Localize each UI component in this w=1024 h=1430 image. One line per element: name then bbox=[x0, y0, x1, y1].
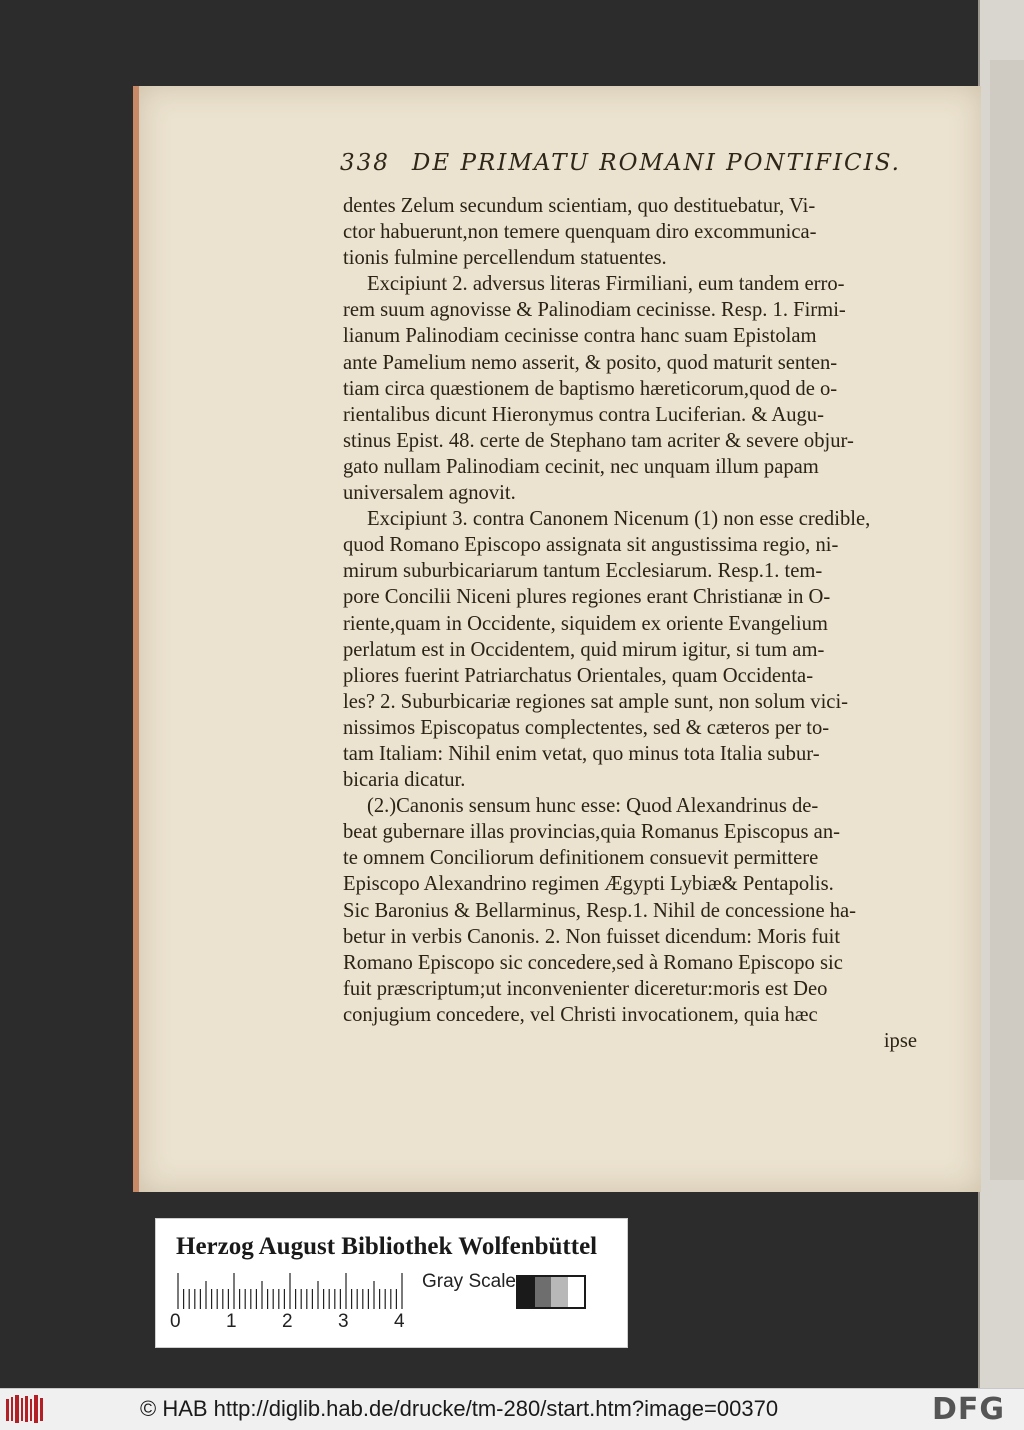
page-number: 338 bbox=[340, 150, 390, 176]
text-line: beat gubernare illas provincias,quia Romanus Episcopus an- bbox=[343, 821, 840, 844]
text-line: Episcopo Alexandrino regimen Ægypti Lybiæ& Pentapolis. bbox=[343, 873, 834, 896]
text-line: lianum Palinodiam cecinisse contra hanc suam Epistolam bbox=[343, 325, 817, 348]
text-line: dentes Zelum secundum scientiam, quo destituebatur, Vi- bbox=[343, 195, 816, 217]
running-title: DE PRIMATU ROMANI PONTIFICIS. bbox=[411, 150, 901, 176]
text-line: gato nullam Palinodiam cecinit, nec unquam illum papam bbox=[343, 455, 819, 478]
ruler-number: 1 bbox=[226, 1311, 237, 1332]
text-line: mirum suburbicariarum tantum Ecclesiarum. Resp.1. tem- bbox=[343, 560, 823, 583]
gray-swatch bbox=[568, 1277, 585, 1307]
ruler-number: 2 bbox=[282, 1311, 293, 1332]
ruler-number: 3 bbox=[338, 1311, 349, 1332]
text-line: nissimos Episcopatus complectentes, sed & cæteros per to- bbox=[343, 716, 830, 739]
text-line: te omnem Conciliorum definitionem consuevit permittere bbox=[343, 847, 819, 870]
text-line: tiam circa quæstionem de baptismo hæreticorum,quod de o- bbox=[343, 377, 838, 400]
gray-scale-label: Gray Scale bbox=[422, 1271, 516, 1292]
ruler-number: 0 bbox=[170, 1311, 181, 1332]
text-line: Sic Baronius & Bellarminus, Resp.1. Nihil de concessione ha- bbox=[343, 899, 857, 922]
text-line: stinus Epist. 48. certe de Stephano tam acriter & severe objur- bbox=[343, 429, 854, 452]
copyright-link[interactable]: © HAB http://diglib.hab.de/drucke/tm-280/start.htm?image=00370 bbox=[140, 1396, 779, 1421]
text-line: (2.)Canonis sensum hunc esse: Quod Alexandrinus de- bbox=[367, 795, 819, 818]
gray-swatch bbox=[535, 1277, 552, 1307]
footer-bar bbox=[0, 1388, 1024, 1430]
library-color-card bbox=[155, 1218, 628, 1348]
text-line: Romano Episcopo sic concedere,sed à Romano Episcopo sic bbox=[343, 951, 843, 974]
text-line: rientalibus dicunt Hieronymus contra Luciferian. & Augu- bbox=[343, 403, 824, 426]
text-line: conjugium concedere, vel Christi invocationem, quia hæc bbox=[343, 1003, 818, 1026]
text-line: pore Concilii Niceni plures regiones erant Christianæ in O- bbox=[343, 586, 831, 609]
text-line: tam Italiam: Nihil enim vetat, quo minus tota Italia subur- bbox=[343, 742, 820, 765]
gray-swatch bbox=[518, 1277, 535, 1307]
library-name: Herzog August Bibliothek Wolfenbüttel bbox=[176, 1233, 598, 1260]
text-line: ante Pamelium nemo asserit, & posito, quod maturit senten- bbox=[343, 351, 838, 374]
text-line: pliores fuerint Patriarchatus Orientales, quam Occidenta- bbox=[343, 664, 814, 687]
dfg-logo: DFG bbox=[932, 1392, 1006, 1427]
catchword: ipse bbox=[883, 1030, 917, 1052]
adjacent-page-inner bbox=[990, 60, 1024, 1180]
page-body-text bbox=[343, 193, 925, 1054]
text-line: betur in verbis Canonis. 2. Non fuisset dicendum: Moris fuit bbox=[343, 925, 841, 948]
text-line: riente,quam in Occidente, siquidem ex oriente Evangelium bbox=[343, 612, 828, 635]
text-line: tionis fulmine percellendum statuentes. bbox=[343, 247, 667, 270]
text-line: fuit præscriptum;ut inconvenienter diceretur:moris est Deo bbox=[343, 977, 828, 1000]
text-line: bicaria dicatur. bbox=[343, 769, 466, 792]
gray-scale-swatches bbox=[516, 1275, 586, 1309]
text-line: rem suum agnovisse & Palinodiam cecinisse. Resp. 1. Firmi- bbox=[343, 299, 846, 322]
text-line: Excipiunt 3. contra Canonem Nicenum (1) non esse credible, bbox=[367, 508, 871, 531]
text-line: universalem agnovit. bbox=[343, 482, 516, 505]
ruler-number: 4 bbox=[394, 1311, 405, 1332]
text-line: ctor habuerunt,non temere quenquam diro excommunica- bbox=[343, 221, 817, 244]
text-line: perlatum est in Occidentem, quid mirum igitur, si tum am- bbox=[343, 638, 825, 661]
text-line: quod Romano Episcopo assignata sit angustissima regio, ni- bbox=[343, 534, 839, 557]
barcode-icon bbox=[6, 1395, 44, 1423]
text-line: Excipiunt 2. adversus literas Firmiliani, eum tandem erro- bbox=[367, 273, 845, 296]
running-header bbox=[340, 150, 900, 186]
gray-swatch bbox=[551, 1277, 568, 1307]
text-line: les? 2. Suburbicariæ regiones sat ample sunt, non solum vici- bbox=[343, 690, 849, 713]
scale-ruler bbox=[176, 1269, 406, 1313]
